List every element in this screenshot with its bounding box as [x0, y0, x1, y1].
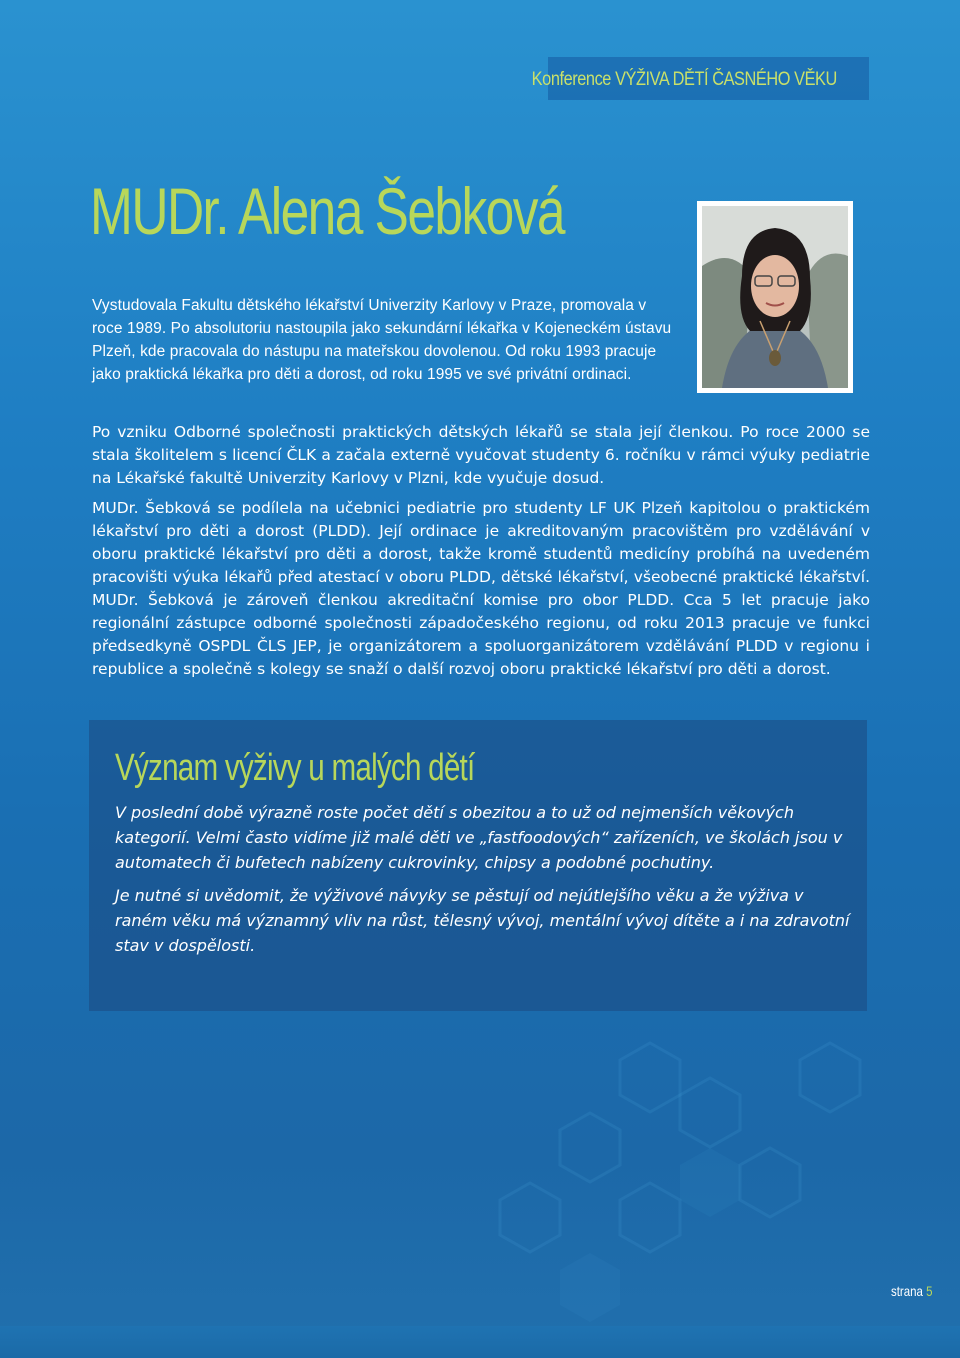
highlight-paragraph-1: V poslední době výrazně roste počet dětí s obezitou a to už od nejmenších věkových kategorií. Velmi často vidíme již malé děti ve „fastfoodových“ zařízeních, ve školách jsou v automatech či bufetech nabízeny cukrovinky, chipsy a podobné pochutiny.: [115, 803, 843, 872]
footer-strip: [0, 1326, 960, 1358]
page-title: MUDr. Alena Šebková: [90, 174, 564, 248]
bio-paragraph-3: MUDr. Šebková se podílela na učebnici pediatrie pro studenty LF UK Plzeň kapitolou o praktickém lékařství pro děti a dorost (PLDD). Její ordinace je akreditovaným pracovištěm pro vzdělávání v oboru praktické lékařství pro děti a dorost, takže kromě studentů medicíny probíhá na uvedeném pracovišti výuka lékařů před atestací v oboru PLDD, dětské lékařství, všeobecné praktické lékařství. MUDr. Šebková je zároveň členkou akreditační komise pro obor PLDD. Cca 5 let pracuje jako regionální zástupce odborné společnosti západočeského regionu, od roku 2013 pracuje ve funkci předsedkyně OSPDL ČLS JEP, je organizátorem a spoluorganizátorem vzdělávání PLDD v regionu i republice a společně s kolegy se snaží o další rozvoj oboru praktické lékařství pro děti a dorost.: [92, 499, 870, 678]
bio-paragraph-2: Po vzniku Odborné společnosti praktických dětských lékařů se stala její členkou. Po roce 2000 se stala školitelem s licencí ČLK a začala externě vyučovat studenty 6. ročníku v rámci výuky pediatrie na Lékařské fakultě Univerzity Karlovy v Plzni, kde vyučuje dosud.: [92, 423, 870, 487]
page-number-value: 5: [926, 1283, 933, 1299]
highlight-title: Význam výživy u malých dětí: [115, 747, 475, 789]
conference-title: Konference VÝŽIVA DĚTÍ ČASNÉHO VĚKU: [531, 69, 837, 90]
portrait-photo: [697, 201, 853, 393]
bio-paragraph-1: Vystudovala Fakultu dětského lékařství Univerzity Karlovy v Praze, promovala v roce 1989. Po absolutoriu nastoupila jako sekundární lékařka v Kojeneckém ústavu Plzeň, kde pracovala do nástupu na mateřskou dovolenou. Od roku 1993 pracuje jako praktická lékařka pro děti a dorost, od roku 1995 ve své privátní ordinaci.: [92, 297, 672, 383]
page-label: strana: [891, 1283, 923, 1299]
highlight-paragraph-2: Je nutné si uvědomit, že výživové návyky se pěstují od nejútlejšího věku a že výživa v raném věku má významný vliv na růst, tělesný vývoj, mentální vývoj dítěte a i na zdravotní stav v dospělosti.: [115, 886, 850, 955]
page-number: [891, 1283, 932, 1299]
portrait-illustration: [702, 206, 848, 388]
highlight-box: [89, 720, 867, 1011]
header-bar: [531, 57, 869, 100]
